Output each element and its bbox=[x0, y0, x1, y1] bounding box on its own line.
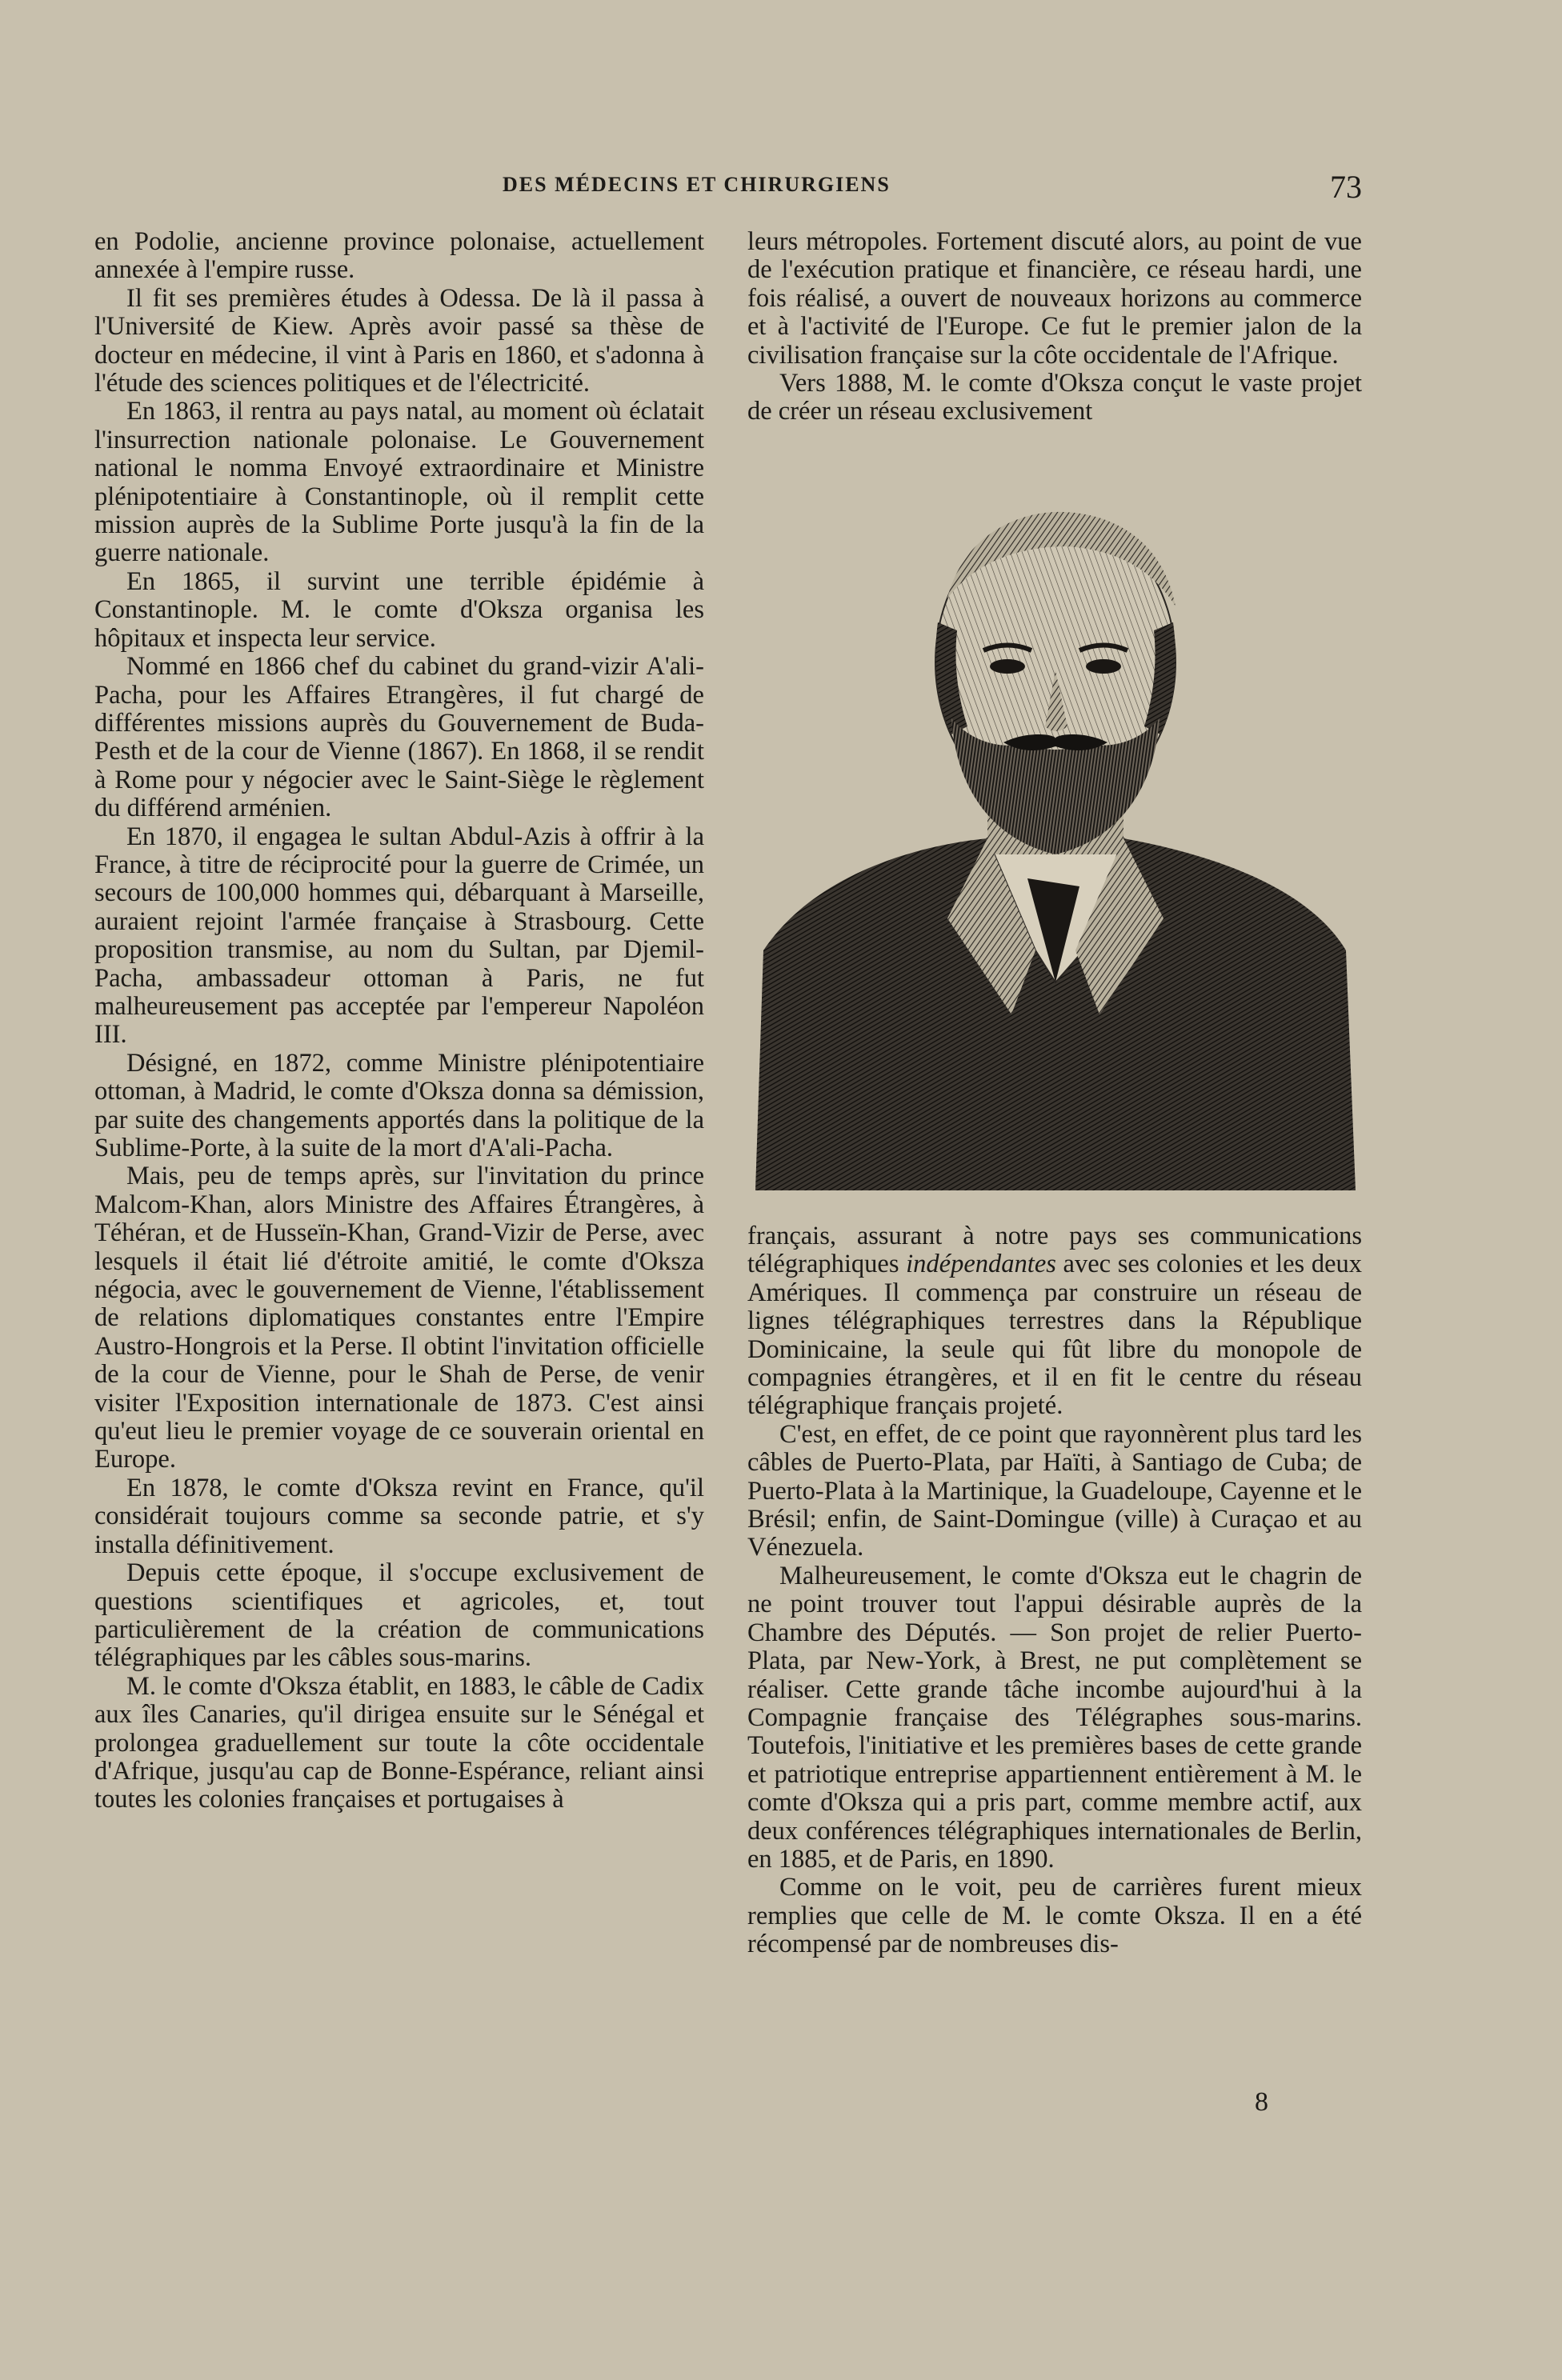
running-title: DES MÉDECINS ET CHIRURGIENS bbox=[503, 173, 891, 196]
paragraph: Il fit ses premières études à Odessa. De là il passa à l'Université de Kiew. Après avoir passé sa thèse de docteur en médecine, il vint à Paris en 1860, et s'adonna à l'étude des sciences politiques et de l'électricité. bbox=[94, 283, 704, 398]
paragraph: français, assurant à notre pays ses communications télégraphiques indépendantes avec ses colonies et les deux Amériques. Il commença par construire un réseau de lignes télégraphiques terrestres dans la République Dominicaine, la seule qui fût libre du monopole de compagnies étrangères, et il en fit le centre du réseau télégraphique français projeté. bbox=[747, 1222, 1362, 1421]
paragraph: Depuis cette époque, il s'occupe exclusivement de questions scientifiques et agricoles, et, tout particulièrement de la création de communications télégraphiques par les câbles sous-marins. bbox=[94, 1558, 704, 1673]
portrait-engraving bbox=[747, 502, 1362, 1214]
paragraph: leurs métropoles. Fortement discuté alors, au point de vue de l'exécution pratique et financière, ce réseau hardi, une fois réalisé, a ouvert de nouveaux horizons au commerce et à l'activité de l'Europe. Ce fut le premier jalon de la civilisation française sur la côte occidentale de l'Afrique. bbox=[747, 227, 1362, 370]
paragraph: En 1863, il rentra au pays natal, au moment où éclatait l'insurrection nationale polonaise. Le Gouvernement national le nomma Envoyé extraordinaire et Ministre plénipotentiaire à Constantinople, où il remplit cette mission auprès de la Sublime Porte jusqu'à la fin de la guerre nationale. bbox=[94, 397, 704, 568]
paragraph: Nommé en 1866 chef du cabinet du grand-vizir A'ali-Pacha, pour les Affaires Etrangères, il fut chargé de différentes missions auprès du Gouvernement de Buda-Pesth et de la cour de Vienne (1867). En 1868, il se rendit à Rome pour y négocier avec le Saint-Siège le règlement du différend arménien. bbox=[94, 652, 704, 823]
left-column bbox=[94, 228, 704, 1814]
paragraph: Mais, peu de temps après, sur l'invitation du prince Malcom-Khan, alors Ministre des Affaires Étrangères, à Téhéran, et de Husseïn-Khan, Grand-Vizir de Perse, avec lesquels il était lié d'étroite amitié, le comte d'Oksza négocia, avec le gouvernement de Vienne, l'établissement de relations diplomatiques constantes entre l'Empire Austro-Hongrois et la Perse. Il obtint l'invitation officielle de la cour de Vienne, pour le Shah de Perse, de venir visiter l'Exposition internationale de 1873. C'est ainsi qu'eut lieu le premier voyage de ce souverain oriental en Europe. bbox=[94, 1162, 704, 1474]
signature-mark: 8 bbox=[1255, 2087, 1268, 2117]
paragraph: Comme on le voit, peu de carrières furent mieux remplies que celle de M. le comte Oksza. Il en a été récompensé par de nombreuses dis- bbox=[747, 1873, 1362, 1959]
right-column-bottom bbox=[747, 1222, 1362, 1959]
paragraph: En 1878, le comte d'Oksza revint en France, qu'il considérait toujours comme sa seconde patrie, et s'y installa définitivement. bbox=[94, 1473, 704, 1559]
paragraph: M. le comte d'Oksza établit, en 1883, le câble de Cadix aux îles Canaries, qu'il dirigea ensuite sur le Sénégal et prolongea graduellement sur toute la côte occidentale d'Afrique, jusqu'au cap de Bonne-Espérance, reliant ainsi toutes les colonies françaises et portugaises à bbox=[94, 1671, 704, 1814]
page-number: 73 bbox=[1330, 169, 1362, 205]
paragraph: C'est, en effet, de ce point que rayonnèrent plus tard les câbles de Puerto-Plata, par Haïti, à Santiago de Cuba; de Puerto-Plata à la Martinique, la Guadeloupe, Cayenne et le Brésil; enfin, de Saint-Domingue (ville) à Curaçao et au Vénezuela. bbox=[747, 1419, 1362, 1562]
paragraph: Vers 1888, M. le comte d'Oksza conçut le vaste projet de créer un réseau exclusivement bbox=[747, 369, 1362, 426]
paragraph: En 1870, il engagea le sultan Abdul-Azis à offrir à la France, à titre de réciprocité pour la guerre de Crimée, un secours de 100,000 hommes qui, débarquant à Marseille, auraient rejoint l'armée française à Strasbourg. Cette proposition transmise, au nom du Sultan, par Djemil-Pacha, ambassadeur ottoman à Paris, ne fut malheureusement pas acceptée par l'empereur Napoléon III. bbox=[94, 822, 704, 1050]
right-column-top bbox=[747, 228, 1362, 426]
paragraph: en Podolie, ancienne province polonaise, actuellement annexée à l'empire russe. bbox=[94, 227, 704, 285]
paragraph: En 1865, il survint une terrible épidémie à Constantinople. M. le comte d'Oksza organisa les hôpitaux et inspecta leur service. bbox=[94, 566, 704, 653]
paragraph: Malheureusement, le comte d'Oksza eut le chagrin de ne point trouver tout l'appui désirable auprès de la Chambre des Députés. — Son projet de relier Puerto-Plata, par New-York, à Brest, ne put complètement se réaliser. Cette grande tâche incombe aujourd'hui à la Compagnie française des Télégraphes sous-marins. Toutefois, l'initiative et les premières bases de cette grande et patriotique entreprise appartiennent entièrement à M. le comte d'Oksza qui a pris part, comme membre actif, aux deux conférences télégraphiques internationales de Berlin, en 1885, et de Paris, en 1890. bbox=[747, 1561, 1362, 1874]
emphasis: indépendantes bbox=[906, 1250, 1056, 1279]
paragraph: Désigné, en 1872, comme Ministre plénipotentiaire ottoman, à Madrid, le comte d'Oksza donna sa démission, par suite des changements apportés dans la politique de la Sublime-Porte, à la suite de la mort d'A'ali-Pacha. bbox=[94, 1048, 704, 1162]
page-header bbox=[94, 168, 1370, 208]
